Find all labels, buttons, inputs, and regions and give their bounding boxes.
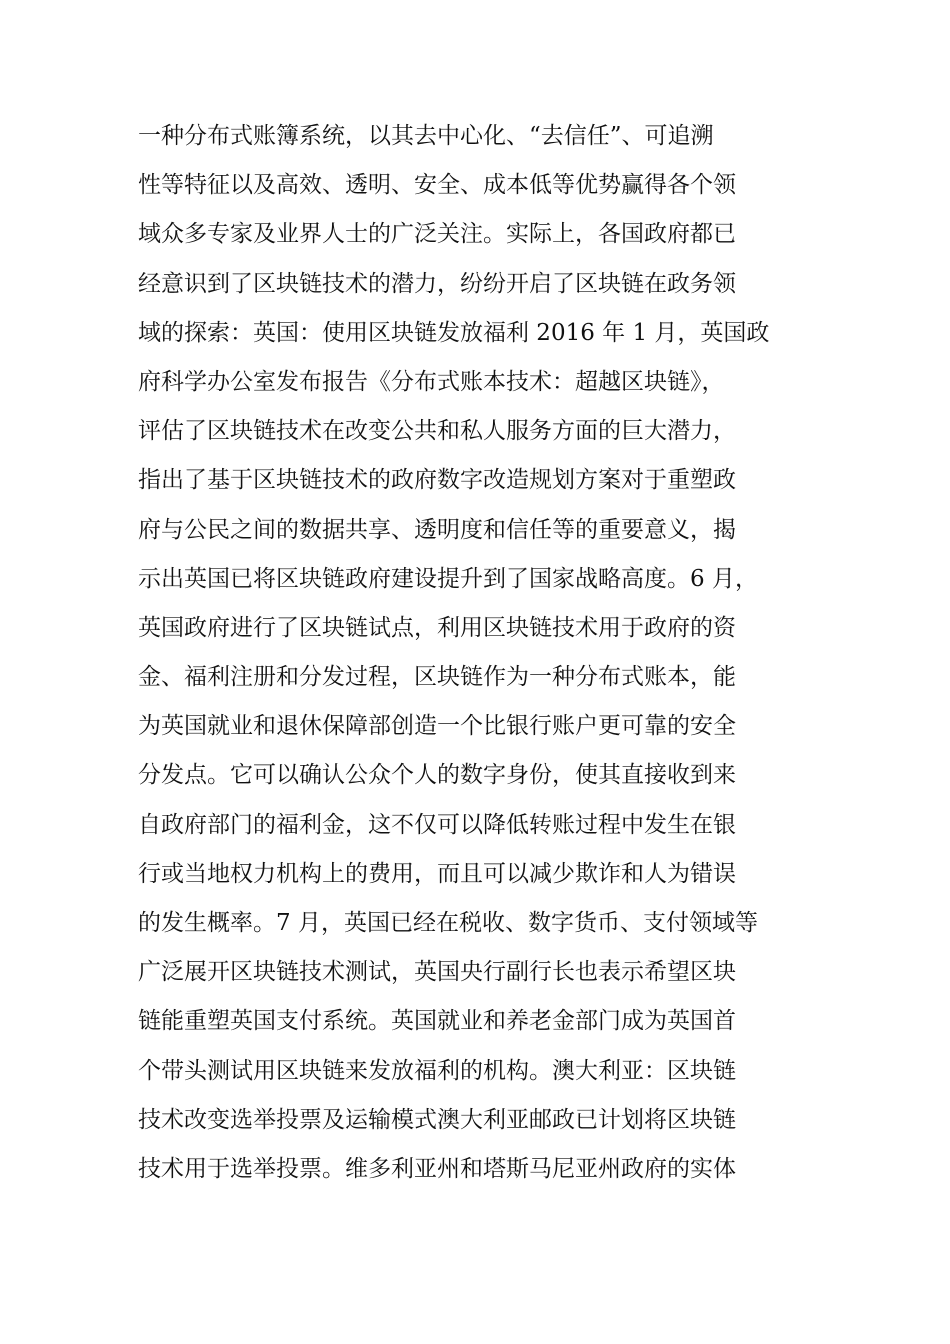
text-line: 示出英国已将区块链政府建设提升到了国家战略高度。6 月， <box>138 565 758 592</box>
text-line: 评估了区块链技术在改变公共和私人服务方面的巨大潜力， <box>138 418 736 445</box>
text-line: 金、福利注册和分发过程，区块链作为一种分布式账本，能 <box>138 664 736 691</box>
text-line: 英国政府进行了区块链试点，利用区块链技术用于政府的资 <box>138 614 736 641</box>
text-line: 的发生概率。7 月，英国已经在税收、数字货币、支付领域等 <box>138 910 758 936</box>
text-line: 技术用于选举投票。维多利亚州和塔斯马尼亚州政府的实体 <box>138 1155 736 1182</box>
body-paragraph <box>138 112 828 1194</box>
text-line: 链能重塑英国支付系统。英国就业和养老金部门成为英国首 <box>138 1008 736 1035</box>
text-line: 个带头测试用区块链来发放福利的机构。澳大利亚：区块链 <box>138 1057 736 1084</box>
text-line: 广泛展开区块链技术测试，英国央行副行长也表示希望区块 <box>138 959 736 986</box>
text-line: 域的探索：英国：使用区块链发放福利 2016 年 1 月，英国政 <box>138 319 770 346</box>
text-line: 经意识到了区块链技术的潜力，纷纷开启了区块链在政务领 <box>138 270 736 297</box>
text-line: 行或当地权力机构上的费用，而且可以减少欺诈和人为错误 <box>138 860 736 887</box>
text-line: 自政府部门的福利金，这不仅可以降低转账过程中发生在银 <box>138 811 736 838</box>
text-line: 指出了基于区块链技术的政府数字改造规划方案对于重塑政 <box>138 467 736 494</box>
text-line: 府与公民之间的数据共享、透明度和信任等的重要意义，揭 <box>138 516 736 543</box>
text-line: 府科学办公室发布报告《分布式账本技术：超越区块链》， <box>138 368 725 395</box>
text-line: 性等特征以及高效、透明、安全、成本低等优势赢得各个领 <box>138 172 736 199</box>
text-line: 为英国就业和退休保障部创造一个比银行账户更可靠的安全 <box>138 713 736 740</box>
text-line: 一种分布式账簿系统，以其去中心化、“去信任”、可追溯 <box>138 123 714 149</box>
text-line: 分发点。它可以确认公众个人的数字身份，使其直接收到来 <box>138 762 736 789</box>
text-line: 域众多专家及业界人士的广泛关注。实际上，各国政府都已 <box>138 221 736 248</box>
text-line: 技术改变选举投票及运输模式澳大利亚邮政已计划将区块链 <box>138 1106 736 1133</box>
